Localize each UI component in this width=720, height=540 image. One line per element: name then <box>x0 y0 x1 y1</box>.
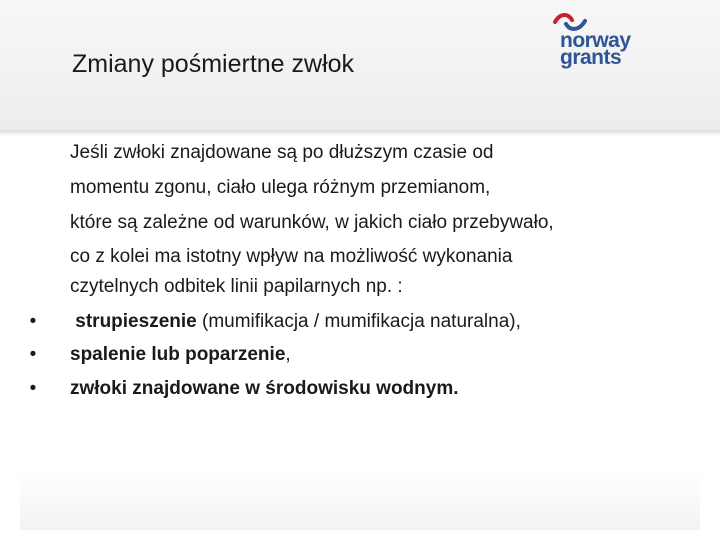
bullet-bold-text: zwłoki znajdowane w środowisku wodnym. <box>70 378 459 399</box>
bullet-marker: • <box>29 378 37 399</box>
bullet-text <box>70 344 291 366</box>
paragraph-line: momentu zgonu, ciało ulega różnym przemianom, <box>70 177 491 198</box>
logo-text-grants: grants <box>560 46 622 69</box>
bullet-bold-text: spalenie lub poparzenie <box>70 344 286 365</box>
logo-text-norway: norway <box>560 29 631 52</box>
paragraph-line: co z kolei ma istotny wpływ na możliwość wykonania <box>70 246 513 267</box>
bullet-bold-text: strupieszenie <box>75 311 197 332</box>
paragraph-line: które są zależne od warunków, w jakich ciało przebywało, <box>70 212 554 233</box>
paragraph-line: czytelnych odbitek linii papilarnych np. : <box>70 276 403 297</box>
slide-title: Zmiany pośmiertne zwłok <box>72 50 355 78</box>
bottom-shade <box>20 470 700 530</box>
bullet-normal-text: , <box>285 344 291 365</box>
bullet-marker: • <box>29 344 37 365</box>
bullet-text <box>70 378 459 400</box>
paragraph-line: Jeśli zwłoki znajdowane są po dłuższym czasie od <box>70 142 494 163</box>
norway-grants-logo <box>548 10 648 70</box>
bullet-marker: • <box>29 311 37 332</box>
bullet-normal-text: (mumifikacja / mumifikacja naturalna), <box>196 311 521 332</box>
header-divider <box>0 130 720 136</box>
bullet-text <box>70 311 521 333</box>
